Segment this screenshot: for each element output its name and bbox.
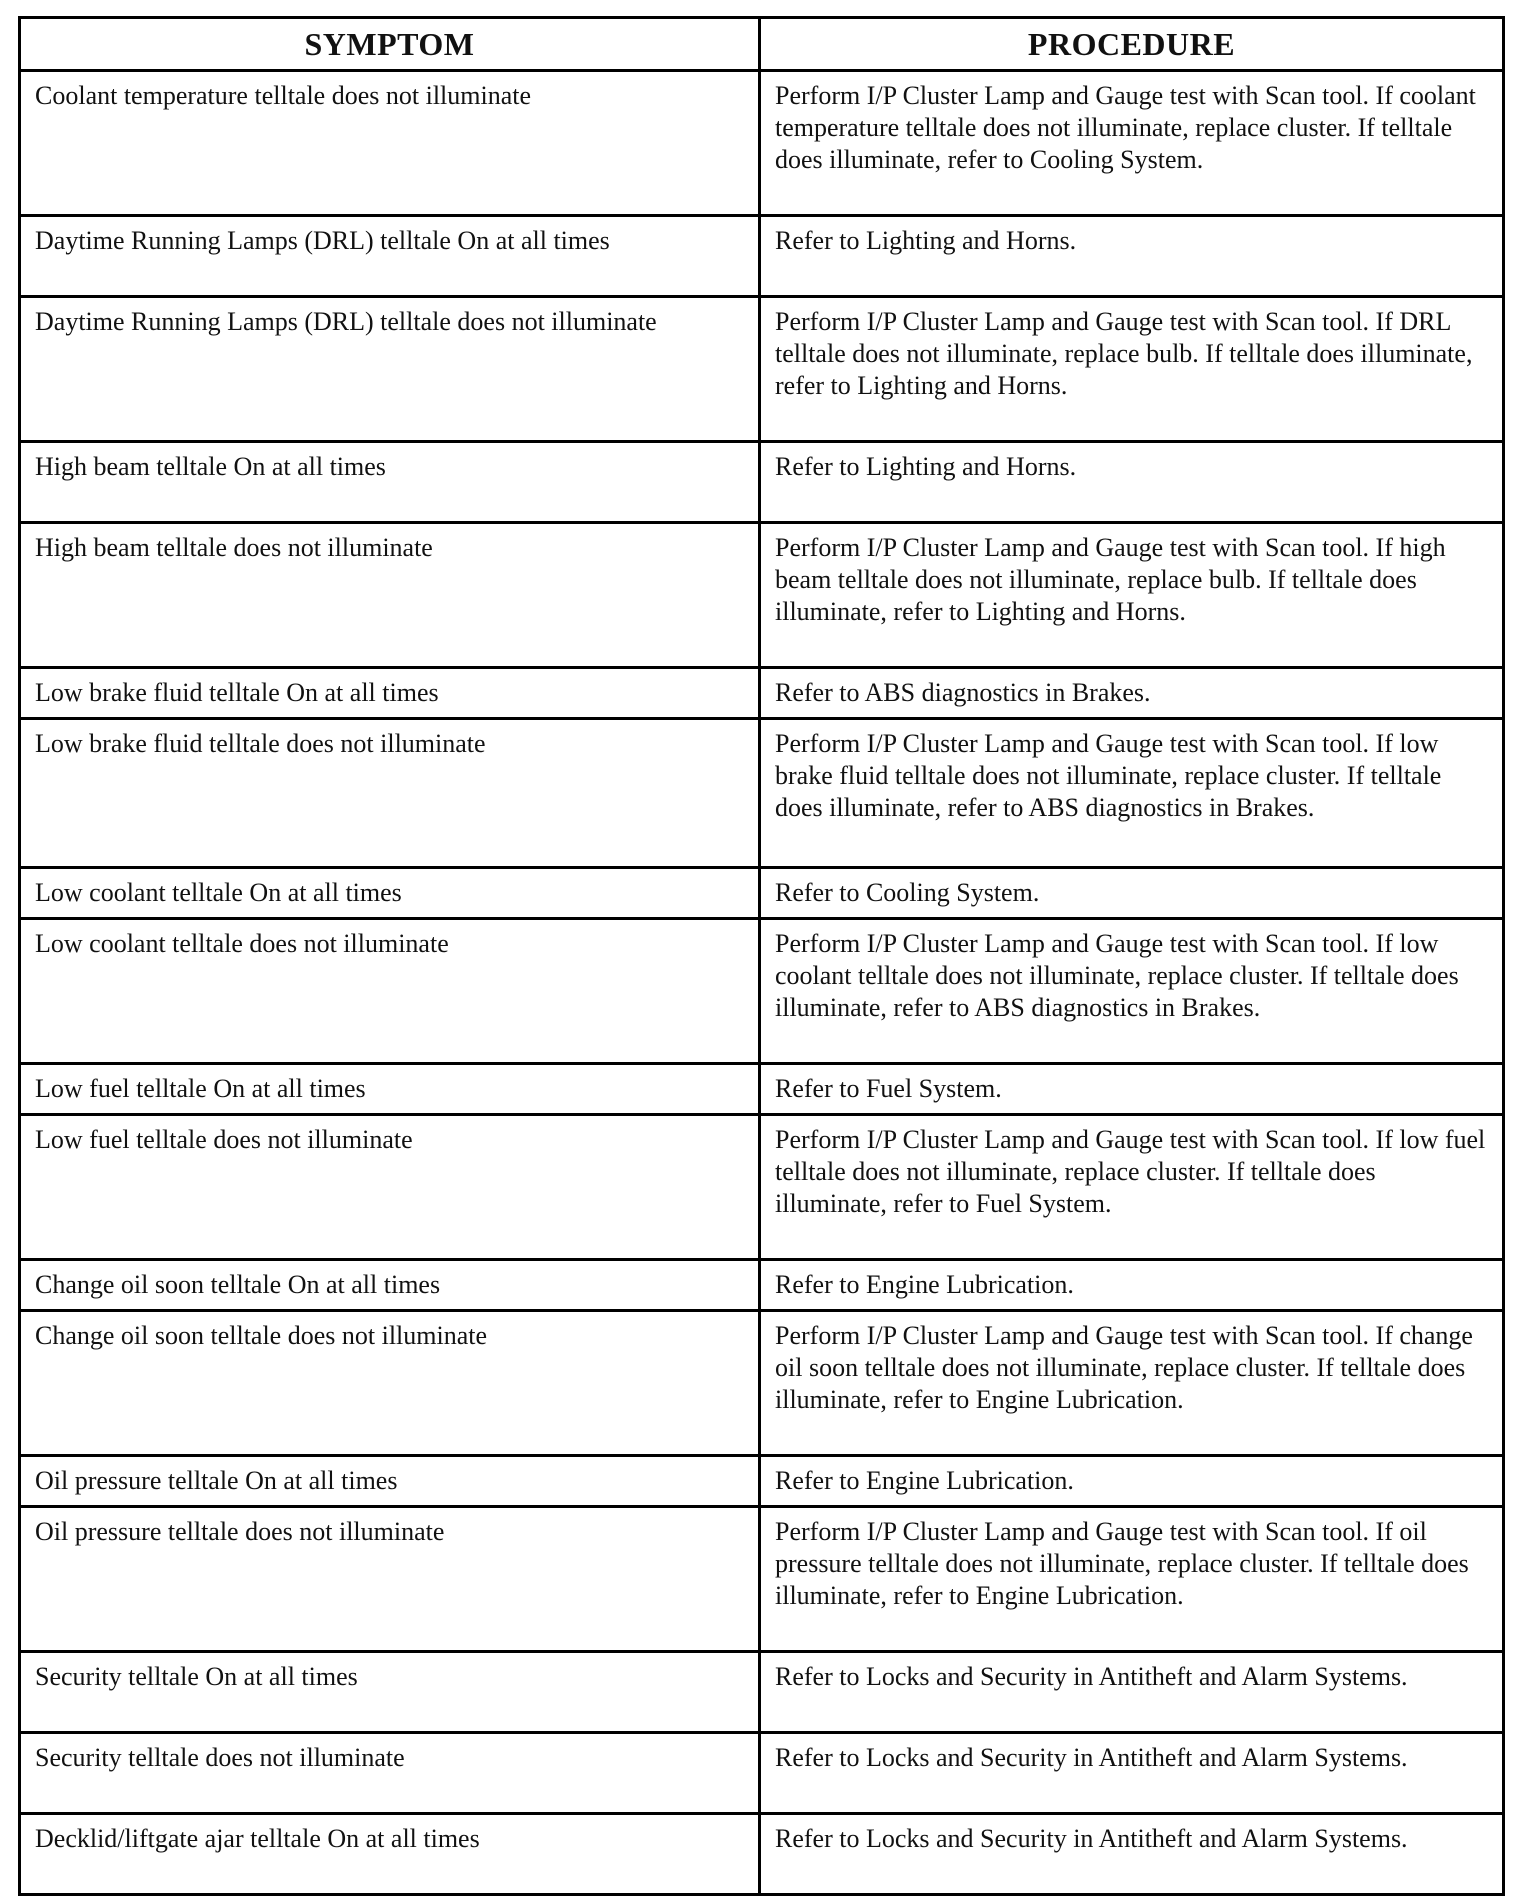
procedure-cell: Perform I/P Cluster Lamp and Gauge test with Scan tool. If low fuel telltale does not illuminate, replace cluster. If telltale does illuminate, refer to Fuel System. — [760, 1115, 1504, 1260]
symptom-column-header: SYMPTOM — [20, 18, 760, 71]
table-row — [20, 868, 1504, 919]
symptom-cell: Daytime Running Lamps (DRL) telltale On at all times — [20, 216, 760, 297]
symptom-cell: Oil pressure telltale does not illuminate — [20, 1507, 760, 1652]
symptom-cell: Low coolant telltale On at all times — [20, 868, 760, 919]
symptom-procedure-table — [18, 16, 1505, 1896]
symptom-cell: Low coolant telltale does not illuminate — [20, 919, 760, 1064]
table-row — [20, 1115, 1504, 1260]
table-row — [20, 719, 1504, 868]
table-row — [20, 919, 1504, 1064]
table-row — [20, 297, 1504, 442]
procedure-cell: Refer to Lighting and Horns. — [760, 216, 1504, 297]
procedure-cell: Perform I/P Cluster Lamp and Gauge test with Scan tool. If oil pressure telltale does not illuminate, replace cluster. If telltale does illuminate, refer to Engine Lubrication. — [760, 1507, 1504, 1652]
table-row — [20, 668, 1504, 719]
procedure-cell: Refer to Fuel System. — [760, 1064, 1504, 1115]
symptom-cell: Change oil soon telltale does not illuminate — [20, 1311, 760, 1456]
procedure-cell: Refer to Engine Lubrication. — [760, 1260, 1504, 1311]
procedure-cell: Perform I/P Cluster Lamp and Gauge test with Scan tool. If high beam telltale does not illuminate, replace bulb. If telltale does illuminate, refer to Lighting and Horns. — [760, 523, 1504, 668]
procedure-cell: Perform I/P Cluster Lamp and Gauge test with Scan tool. If low brake fluid telltale does not illuminate, replace cluster. If telltale does illuminate, refer to ABS diagnostics in Brakes. — [760, 719, 1504, 868]
procedure-cell: Refer to Locks and Security in Antitheft and Alarm Systems. — [760, 1814, 1504, 1895]
symptom-cell: Daytime Running Lamps (DRL) telltale does not illuminate — [20, 297, 760, 442]
table-row — [20, 1652, 1504, 1733]
symptom-cell: Coolant temperature telltale does not illuminate — [20, 71, 760, 216]
procedure-cell: Refer to Locks and Security in Antitheft and Alarm Systems. — [760, 1733, 1504, 1814]
symptom-cell: Security telltale On at all times — [20, 1652, 760, 1733]
table-row — [20, 1260, 1504, 1311]
procedure-column-header: PROCEDURE — [760, 18, 1504, 71]
symptom-cell: Low fuel telltale On at all times — [20, 1064, 760, 1115]
symptom-cell: Decklid/liftgate ajar telltale On at all times — [20, 1814, 760, 1895]
table-row — [20, 1064, 1504, 1115]
table-row — [20, 1456, 1504, 1507]
procedure-cell: Perform I/P Cluster Lamp and Gauge test with Scan tool. If low coolant telltale does not illuminate, replace cluster. If telltale does illuminate, refer to ABS diagnostics in Brakes. — [760, 919, 1504, 1064]
procedure-cell: Refer to Locks and Security in Antitheft and Alarm Systems. — [760, 1652, 1504, 1733]
procedure-cell: Perform I/P Cluster Lamp and Gauge test with Scan tool. If coolant temperature telltale does not illuminate, replace cluster. If telltale does illuminate, refer to Cooling System. — [760, 71, 1504, 216]
table-row — [20, 1733, 1504, 1814]
symptom-cell: Change oil soon telltale On at all times — [20, 1260, 760, 1311]
symptom-cell: Oil pressure telltale On at all times — [20, 1456, 760, 1507]
table-row — [20, 1507, 1504, 1652]
procedure-cell: Refer to Cooling System. — [760, 868, 1504, 919]
symptom-cell: High beam telltale does not illuminate — [20, 523, 760, 668]
table-row — [20, 523, 1504, 668]
procedure-cell: Perform I/P Cluster Lamp and Gauge test with Scan tool. If DRL telltale does not illuminate, replace bulb. If telltale does illuminate, refer to Lighting and Horns. — [760, 297, 1504, 442]
symptom-cell: Low brake fluid telltale On at all times — [20, 668, 760, 719]
table-row — [20, 71, 1504, 216]
table-row — [20, 442, 1504, 523]
procedure-cell: Perform I/P Cluster Lamp and Gauge test with Scan tool. If change oil soon telltale does not illuminate, replace cluster. If telltale does illuminate, refer to Engine Lubrication. — [760, 1311, 1504, 1456]
table-row — [20, 216, 1504, 297]
procedure-cell: Refer to ABS diagnostics in Brakes. — [760, 668, 1504, 719]
procedure-cell: Refer to Engine Lubrication. — [760, 1456, 1504, 1507]
symptom-cell: Low fuel telltale does not illuminate — [20, 1115, 760, 1260]
table-row — [20, 1311, 1504, 1456]
procedure-cell: Refer to Lighting and Horns. — [760, 442, 1504, 523]
table-header-row — [20, 18, 1504, 71]
symptom-cell: Low brake fluid telltale does not illuminate — [20, 719, 760, 868]
symptom-cell: Security telltale does not illuminate — [20, 1733, 760, 1814]
symptom-cell: High beam telltale On at all times — [20, 442, 760, 523]
table-row — [20, 1814, 1504, 1895]
